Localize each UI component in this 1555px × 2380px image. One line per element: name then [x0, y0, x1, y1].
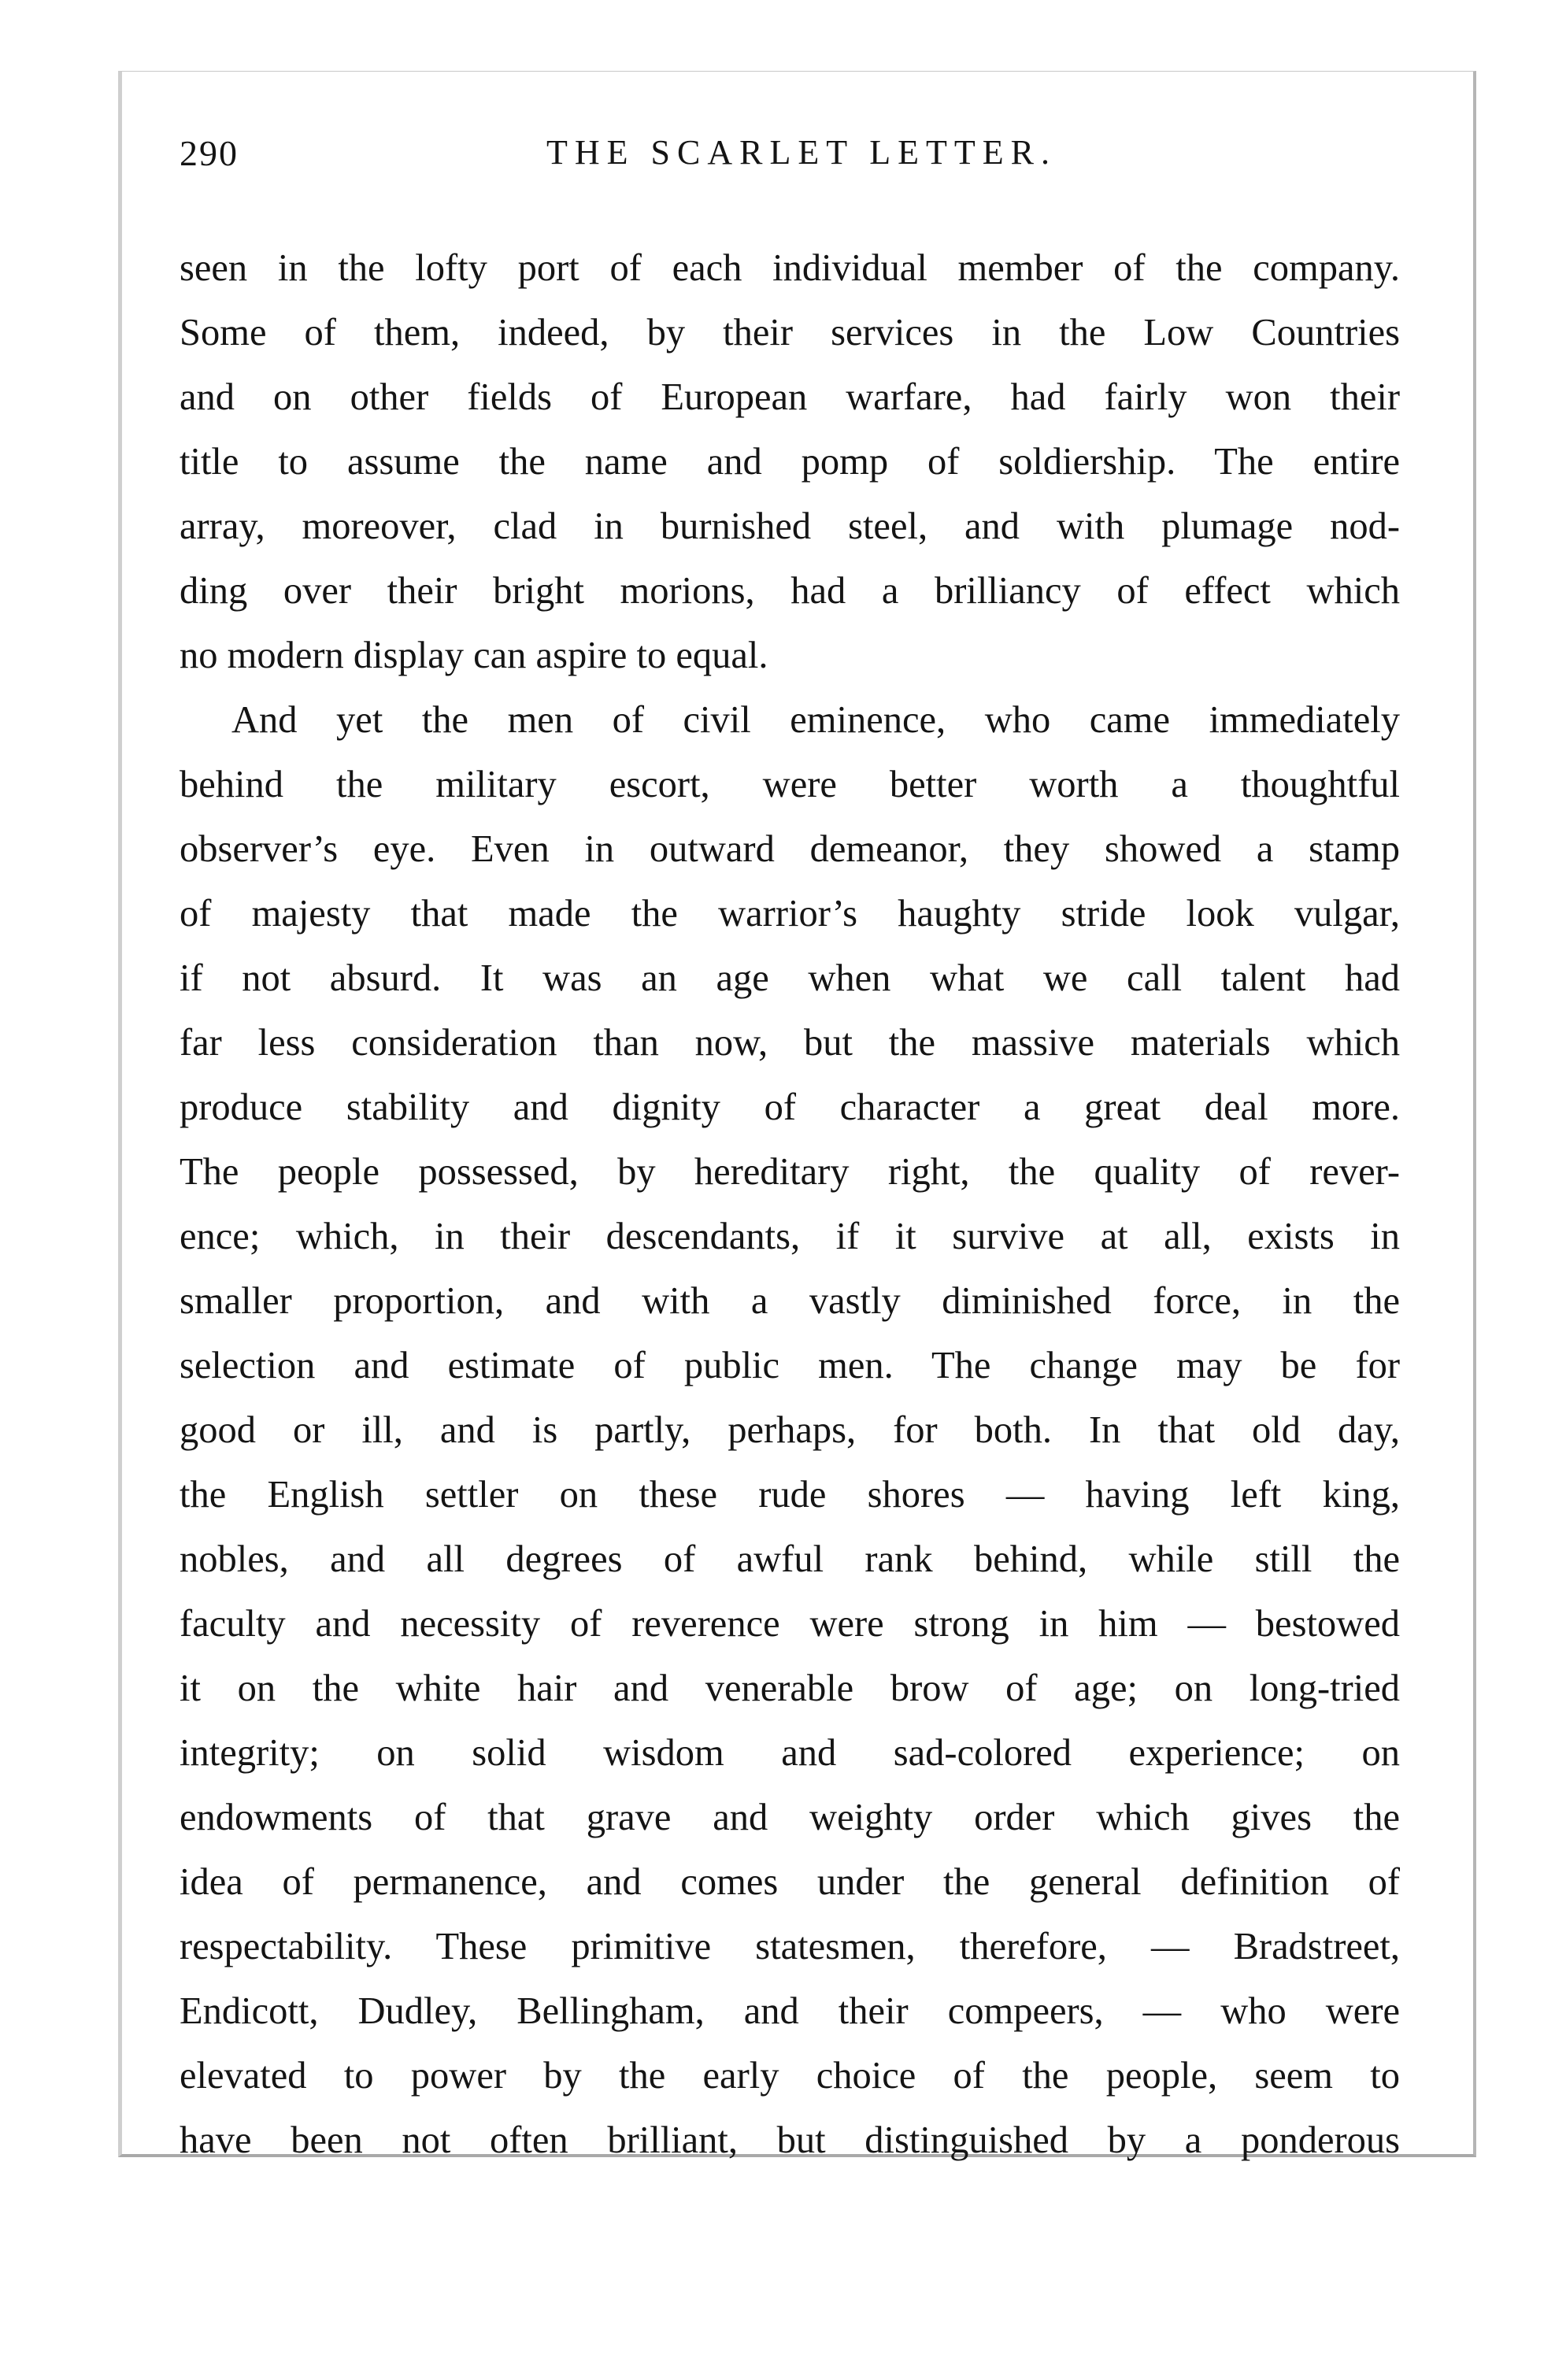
- text-line: of majesty that made the warrior’s haughty stride look vulgar,: [180, 893, 1400, 935]
- text-line: integrity; on solid wisdom and sad-colored experience; on: [180, 1732, 1400, 1774]
- text-line: smaller proportion, and with a vastly diminished force, in the: [180, 1280, 1400, 1322]
- text-line: produce stability and dignity of character a great deal more.: [180, 1086, 1400, 1128]
- text-line: have been not often brilliant, but distinguished by a ponderous: [180, 2119, 1400, 2161]
- text-line: if not absurd. It was an age when what we call talent had: [180, 957, 1400, 999]
- text-line: far less consideration than now, but the massive materials which: [180, 1022, 1400, 1064]
- text-line: idea of permanence, and comes under the general definition of: [180, 1861, 1400, 1903]
- paragraph-2: [180, 688, 1400, 2173]
- text-line: title to assume the name and pomp of soldiership. The entire: [180, 441, 1400, 483]
- text-line: nobles, and all degrees of awful rank behind, while still the: [180, 1538, 1400, 1580]
- text-line: no modern display can aspire to equal.: [180, 635, 768, 676]
- text-line: array, moreover, clad in burnished steel, and with plumage nod-: [180, 505, 1400, 547]
- text-line: The people possessed, by hereditary right, the quality of rever-: [180, 1151, 1400, 1193]
- text-line: seen in the lofty port of each individual member of the company.: [180, 247, 1400, 289]
- text-line: respectability. These primitive statesmen, therefore, — Bradstreet,: [180, 1926, 1400, 1967]
- paragraph-1: [180, 236, 1400, 688]
- text-line: And yet the men of civil eminence, who came immediately: [231, 699, 1400, 741]
- text-line: good or ill, and is partly, perhaps, for both. In that old day,: [180, 1409, 1400, 1451]
- text-line: ding over their bright morions, had a brilliancy of effect which: [180, 570, 1400, 612]
- text-line: behind the military escort, were better worth a thoughtful: [180, 764, 1400, 805]
- text-line: selection and estimate of public men. The change may be for: [180, 1345, 1400, 1386]
- text-line: Endicott, Dudley, Bellingham, and their compeers, — who were: [180, 1990, 1400, 2032]
- text-line: it on the white hair and venerable brow of age; on long-tried: [180, 1667, 1400, 1709]
- body-text: [180, 236, 1400, 2173]
- page-header: [180, 132, 1424, 187]
- text-line: faculty and necessity of reverence were strong in him — bestowed: [180, 1603, 1400, 1645]
- text-line: elevated to power by the early choice of the people, seem to: [180, 2055, 1400, 2097]
- running-title: THE SCARLET LETTER.: [546, 133, 1057, 172]
- text-line: observer’s eye. Even in outward demeanor, they showed a stamp: [180, 828, 1400, 870]
- text-line: Some of them, indeed, by their services in the Low Countries: [180, 312, 1400, 353]
- page-number: 290: [180, 133, 239, 173]
- text-line: ence; which, in their descendants, if it survive at all, exists in: [180, 1216, 1400, 1257]
- text-line: and on other fields of European warfare, had fairly won their: [180, 376, 1400, 418]
- text-line: endowments of that grave and weighty order which gives the: [180, 1797, 1400, 1838]
- text-line: the English settler on these rude shores — having left king,: [180, 1474, 1400, 1516]
